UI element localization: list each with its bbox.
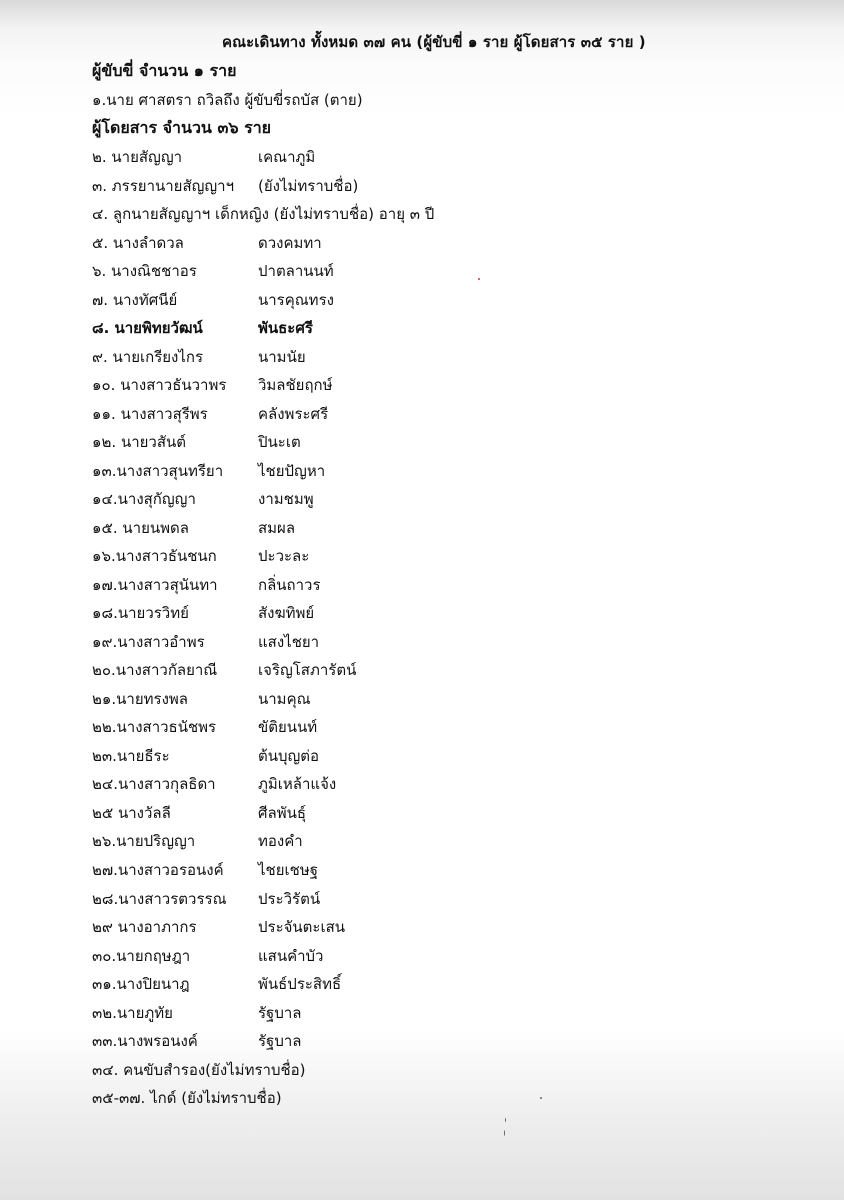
scan-speck [504,1130,505,1136]
passenger-heading: ผู้โดยสาร จำนวน ๓๖ ราย [92,118,272,137]
passenger-surname: แสนคำบัว [258,947,324,965]
passenger-name: ๓๐.นายกฤษฎา [92,947,191,965]
passenger-surname: ประจันตะเสน [258,918,346,936]
passenger-surname: รัฐบาล [258,1032,302,1050]
passenger-surname: นามนัย [258,348,306,366]
passenger-surname: งามชมพู [258,490,314,508]
passenger-name: ๒๔.นางสาวกุลธิดา [92,775,216,793]
passenger-surname: พันธ์ประสิทธิ์ [258,975,342,993]
passenger-name: ๑๒. นายวสันต์ [92,433,186,451]
passenger-name: ๖. นางณิชชาอร [92,262,197,280]
passenger-row [92,1058,306,1082]
passenger-name: ๒. นายสัญญา [92,148,183,166]
passenger-name: ๑๓.นางสาวสุนทรียา [92,462,224,480]
passenger-surname: ประวิรัตน์ [258,890,321,908]
passenger-name: ๑๔.นางสุกัญญา [92,490,196,508]
scan-speck [505,1118,506,1122]
passenger-name: ๑๘.นายวรวิทย์ [92,604,189,622]
passenger-name: ๓๔. คนขับสำรอง(ยังไม่ทราบชื่อ) [92,1061,306,1079]
passenger-name: ๒๐.นางสาวกัลยาณี [92,661,218,679]
passenger-name: ๓๑.นางปิยนาฎ [92,975,190,993]
passenger-surname: ดวงคมทา [258,234,322,252]
passenger-surname: ทองคำ [258,832,303,850]
passenger-surname: สมผล [258,519,296,537]
passenger-name: ๑๖.นางสาวธันชนก [92,547,217,565]
passenger-name: ๗. นางทัศนีย์ [92,291,178,309]
passenger-name: ๒๑.นายทรงพล [92,690,188,708]
passenger-surname: พันธะศรี [258,319,313,337]
passenger-surname: ขัติยนนท์ [258,718,318,736]
passenger-surname: ศีลพันธุ์ [258,804,307,822]
driver-heading: ผู้ขับขี่ จำนวน ๑ ราย [92,61,237,80]
passenger-row [92,202,434,226]
passenger-name: ๓. ภรรยานายสัญญาฯ [92,177,235,195]
passenger-surname: เคณาภูมิ [258,148,316,166]
passenger-name: ๒๖.นายปริญญา [92,832,196,850]
passenger-surname: (ยังไม่ทราบชื่อ) [258,177,359,195]
passenger-name: ๓๕-๓๗. ไกด์ (ยังไม่ทราบชื่อ) [92,1089,282,1107]
passenger-surname: ปาตลานนท์ [258,262,334,280]
passenger-name: ๙. นายเกรียงไกร [92,348,204,366]
passenger-surname: รัฐบาล [258,1004,302,1022]
passenger-name: ๑๐. นางสาวธันวาพร [92,376,227,394]
passenger-name: ๓๒.นายภูทัย [92,1004,173,1022]
passenger-surname: คลังพระศรี [258,405,329,423]
passenger-name: ๑๙.นางสาวอำพร [92,633,205,651]
scan-speck [478,278,480,280]
passenger-name: ๑๑. นางสาวสุรีพร [92,405,208,423]
passenger-surname: นารคุณทรง [258,291,334,309]
passenger-surname: แสงไชยา [258,633,320,651]
passenger-row [92,1086,282,1110]
passenger-name: ๒๗.นางสาวอรอนงค์ [92,861,224,879]
passenger-name: ๒๕ นางวัลลี [92,804,171,822]
passenger-surname: ภูมิเหล้าแจ้ง [258,775,337,793]
passenger-name: ๒๒.นางสาวธนัชพร [92,718,217,736]
passenger-surname: ปินะเต [258,433,301,451]
passenger-surname: กลิ่นถาวร [258,576,321,594]
passenger-name: ๘. นายพิทยวัฒน์ [92,319,203,337]
passenger-surname: ต้นบุญต่อ [258,747,320,765]
passenger-name: ๒๘.นางสาวรตวรรณ [92,890,227,908]
scan-speck [540,1097,542,1099]
passenger-surname: ปะวะละ [258,547,310,565]
driver-entry: ๑.นาย ศาสตรา ถวิลถึง ผู้ขับขี่รถบัส (ตาย) [92,91,363,109]
passenger-name: ๓๓.นางพรอนงค์ [92,1032,198,1050]
passenger-name: ๑๕. นายนพดล [92,519,189,537]
passenger-surname: เจริญโสภารัตน์ [258,661,357,679]
passenger-surname: สังฆทิพย์ [258,604,315,622]
passenger-surname: ไชยเชษฐ [258,861,318,879]
document-title: คณะเดินทาง ทั้งหมด ๓๗ คน (ผู้ขับขี่ ๑ ราย ผู้โดยสาร ๓๕ ราย ) [222,33,646,51]
passenger-surname: ไชยปัญหา [258,462,326,480]
passenger-name: ๕. นางลำดวล [92,234,184,252]
passenger-name: ๑๗.นางสาวสุนันทา [92,576,218,594]
passenger-name: ๒๓.นายธีระ [92,747,170,765]
passenger-surname: วิมลชัยฤกษ์ [258,376,333,394]
passenger-surname: นามคุณ [258,690,311,708]
passenger-name: ๔. ลูกนายสัญญาฯ เด็กหญิง (ยังไม่ทราบชื่อ) อายุ ๓ ปี [92,205,435,223]
passenger-name: ๒๙ นางอาภากร [92,918,197,936]
